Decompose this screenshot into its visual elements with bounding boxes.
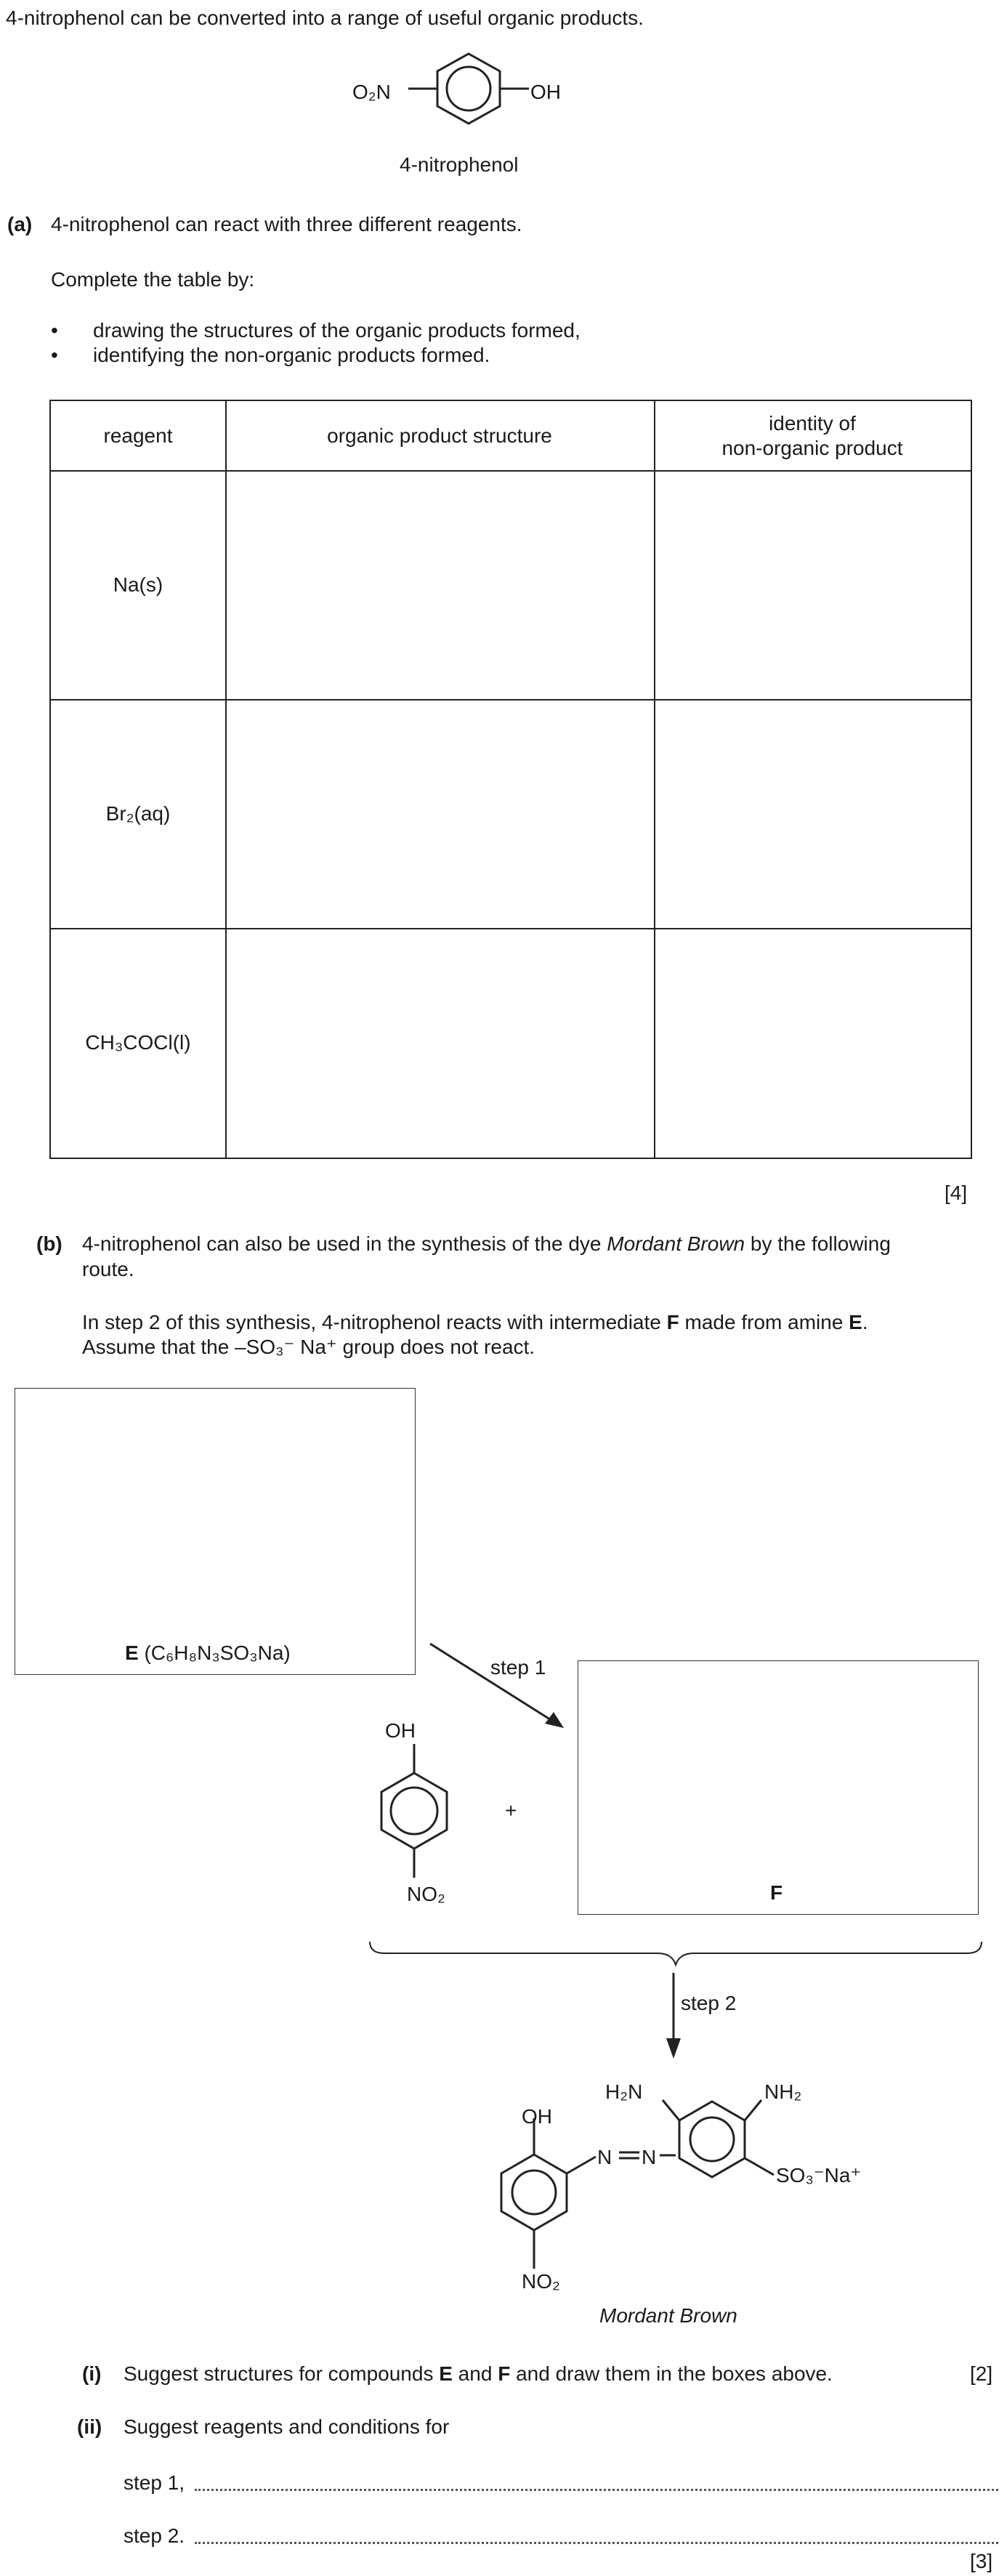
step2-text-F: F [666,1311,679,1333]
header-non-organic-line1: identity of [769,411,856,435]
q-ii-label: (ii) [77,2415,102,2438]
intro-text: 4-nitrophenol can be converted into a range of useful organic products. [6,7,644,29]
header-non-organic [654,401,971,470]
q-i-F: F [498,2362,511,2385]
part-b-assume: Assume that the –SO₃⁻ Na⁺ group does not react. [82,1336,535,1358]
answer-cell-na-inorganic[interactable] [654,470,971,699]
header-organic-product: organic product structure [327,424,552,447]
bullet-2-text: identifying the non-organic products formed. [93,344,490,366]
q-ii-text: Suggest reagents and conditions for [124,2415,450,2438]
step1-answer-label: step 1, [124,2471,185,2494]
q-i-marks: [2] [970,2362,993,2385]
answer-cell-br2-inorganic[interactable] [654,699,971,928]
part-a-instruction: Complete the table by: [51,268,255,291]
answer-cell-na-organic[interactable] [225,470,654,699]
q-ii-marks: [3] [970,2550,993,2572]
box-E-caption [125,1641,291,1665]
dye-oh-label: OH [522,2105,552,2128]
bullet-1: • [51,319,58,342]
nitrophenol-caption: 4-nitrophenol [400,153,519,176]
answer-cell-ch3cocl-organic[interactable] [225,928,654,1158]
answer-cell-br2-organic[interactable] [225,699,654,928]
reagent-br2: Br₂(aq) [105,802,171,825]
box-E-formula: (C₆H₈N₃SO₃Na) [144,1642,291,1664]
part-b-text-post: by the following [745,1232,891,1255]
step2-text-end: . [862,1311,868,1333]
dye-so3-label: SO₃⁻Na⁺ [776,2164,862,2187]
step2-label: step 2 [681,1992,737,2014]
bullet-1-text: drawing the structures of the organic products formed, [93,319,581,342]
step2-text-mid: made from amine [679,1311,849,1333]
step2-text-pre: In step 2 of this synthesis, 4-nitrophenol reacts with intermediate [82,1311,667,1333]
part-b-text-line2: route. [82,1258,134,1280]
q-i-E: E [439,2362,453,2385]
brace [367,1939,984,1968]
header-reagent: reagent [103,424,173,447]
box-E[interactable] [15,1388,416,1675]
dye-no2-label: NO₂ [522,2270,560,2293]
phenol-no2-label: NO₂ [407,1883,445,1905]
step2-answer-label: step 2. [124,2524,185,2547]
box-F-label: F [770,1881,783,1904]
phenol-oh-label: OH [385,1719,416,1742]
part-b-step2-line [82,1310,868,1335]
dye-n2-label: N [642,2146,657,2168]
bullet-2: • [51,344,58,366]
q-i-text-pre: Suggest structures for compounds [124,2362,440,2385]
step2-text-E: E [849,1311,862,1333]
reagent-ch3cocl: CH₃COCl(l) [85,1031,191,1054]
reagent-na: Na(s) [113,573,163,596]
part-a-statement: 4-nitrophenol can react with three different reagents. [51,213,522,235]
part-b-label: (b) [36,1232,62,1255]
phenol-ring [363,1737,465,1889]
box-E-letter: E [125,1642,139,1664]
dye-name-inline: Mordant Brown [607,1232,745,1255]
step2-arrow [663,1973,684,2060]
hydroxyl-group-label: OH [530,81,561,103]
q-i-text [124,2362,833,2386]
box-F[interactable] [578,1660,979,1915]
q-i-mid: and [452,2362,498,2385]
answer-cell-ch3cocl-inorganic[interactable] [654,928,971,1158]
dye-caption: Mordant Brown [599,2304,737,2327]
dye-n1-label: N [597,2146,612,2168]
dye-h2n-label: H₂N [605,2080,643,2103]
reaction-table [49,400,972,1159]
step2-answer-line[interactable] [195,2542,998,2544]
nitro-group-label: O₂N [352,81,391,103]
q-i-post: and draw them in the boxes above. [510,2362,833,2385]
q-i-label: (i) [82,2362,102,2385]
part-a-label: (a) [7,213,33,235]
step1-answer-line[interactable] [195,2489,998,2491]
dye-nh2-label: NH₂ [764,2080,802,2103]
part-b-text-line1 [82,1232,891,1256]
plus-sign: + [505,1799,517,1822]
header-non-organic-line2: non-organic product [721,436,903,459]
part-a-marks: [4] [945,1182,968,1204]
part-b-text-pre: 4-nitrophenol can also be used in the synthesis of the dye [82,1232,607,1255]
step1-label: step 1 [490,1656,546,1679]
